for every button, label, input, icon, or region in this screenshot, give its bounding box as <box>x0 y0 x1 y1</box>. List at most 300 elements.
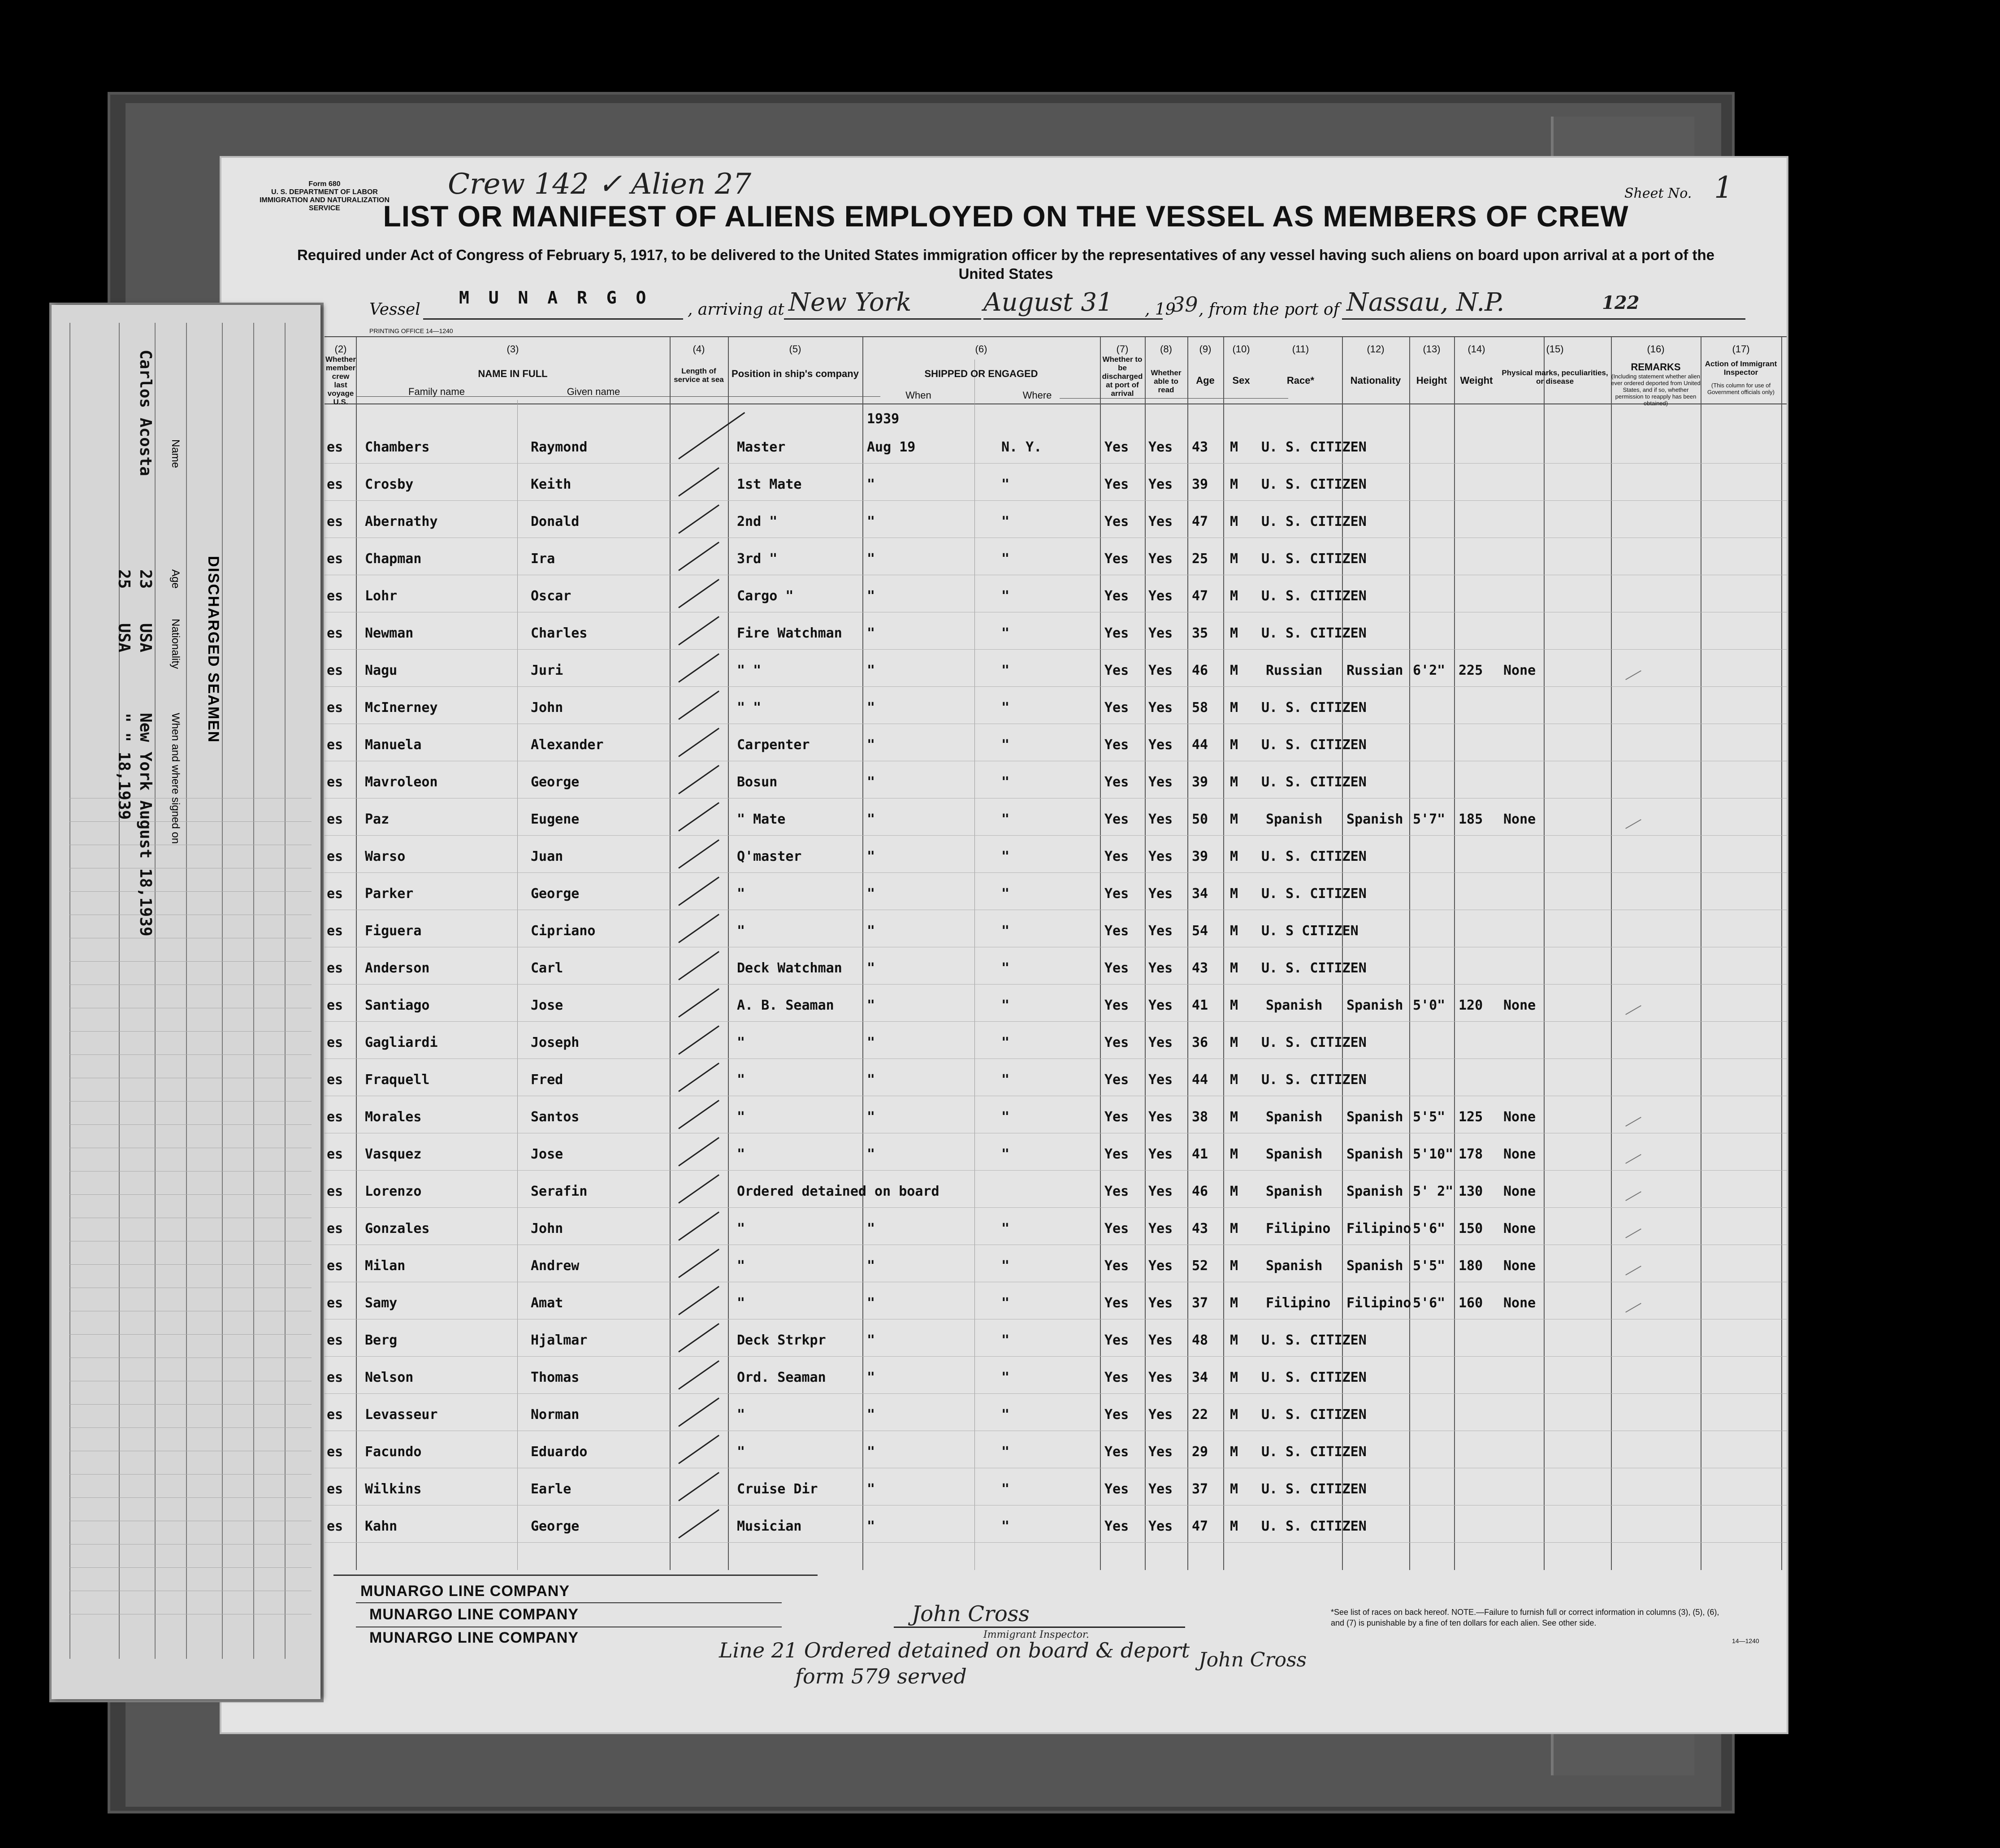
cell-c2: es <box>327 1518 343 1534</box>
cell-sex: M <box>1230 923 1238 939</box>
cell-nat: Russian <box>1346 663 1403 678</box>
sheet-no-label: Sheet No. <box>1624 186 1692 201</box>
row-line <box>325 1207 1788 1208</box>
cell-read: Yes <box>1148 1109 1173 1125</box>
remark-tick <box>1625 1228 1641 1238</box>
cell-read: Yes <box>1148 886 1173 902</box>
cell-disch: Yes <box>1104 923 1129 939</box>
colnum: (10) <box>1232 343 1250 355</box>
cell-c2: es <box>327 514 343 529</box>
cell-position: " <box>737 1444 745 1460</box>
cell-read: Yes <box>1148 700 1173 716</box>
cell-when: " <box>867 960 875 976</box>
slip-line <box>253 323 254 1659</box>
cell-weight: 178 <box>1459 1146 1483 1162</box>
from-port-label: , from the port of <box>1199 300 1339 319</box>
service-check-mark <box>678 1025 719 1055</box>
cell-sex: M <box>1230 1221 1238 1236</box>
cell-position: Deck Strkpr <box>737 1332 826 1348</box>
cell-c2: es <box>327 439 343 455</box>
cell-position: Cargo " <box>737 588 794 604</box>
cell-race: U. S. CITIZEN <box>1261 588 1367 604</box>
cell-disch: Yes <box>1104 998 1129 1013</box>
service-check-mark <box>678 839 719 869</box>
cell-c2: es <box>327 1035 343 1050</box>
cell-race: Spanish <box>1266 1109 1323 1125</box>
cell-age: 43 <box>1192 1221 1208 1236</box>
cell-where: " <box>1001 1035 1010 1050</box>
cell-sex: M <box>1230 1370 1238 1385</box>
cell-nat: Spanish <box>1346 1258 1403 1274</box>
cell-age: 46 <box>1192 663 1208 678</box>
company-stamp: MUNARGO LINE COMPANY <box>369 1606 579 1623</box>
cell-age: 34 <box>1192 1370 1208 1385</box>
remark-tick <box>1625 670 1641 680</box>
cell-where: N. Y. <box>1001 439 1042 455</box>
slip-line <box>186 323 187 1659</box>
cell-phys: None <box>1503 1295 1536 1311</box>
cell-age: 54 <box>1192 923 1208 939</box>
cell-family: Wilkins <box>365 1481 422 1497</box>
manifest-sheet <box>220 156 1788 1734</box>
cell-when: " <box>867 1258 875 1274</box>
cell-nat: Filipino <box>1346 1221 1411 1236</box>
cell-family: Chambers <box>365 439 430 455</box>
cell-read: Yes <box>1148 1518 1173 1534</box>
cell-where: " <box>1001 1332 1010 1348</box>
col-header-race: Race* <box>1286 375 1315 386</box>
arrival-year: 39 <box>1172 292 1198 317</box>
cell-disch: Yes <box>1104 1184 1129 1199</box>
cell-phys: None <box>1503 1221 1536 1236</box>
cell-read: Yes <box>1148 1370 1173 1385</box>
col-line <box>862 337 863 1570</box>
cell-sex: M <box>1230 663 1238 678</box>
cell-when: " <box>867 1109 875 1125</box>
cell-weight: 160 <box>1459 1295 1483 1311</box>
cell-family: Parker <box>365 886 414 902</box>
row-line <box>325 1170 1788 1171</box>
cell-disch: Yes <box>1104 1221 1129 1236</box>
cell-position: " " <box>737 700 762 716</box>
cell-height: 6'2" <box>1413 663 1446 678</box>
cell-age: 39 <box>1192 774 1208 790</box>
cell-sex: M <box>1230 1444 1238 1460</box>
remark-tick <box>1625 1266 1641 1275</box>
service-check-mark <box>678 579 719 608</box>
cell-c2: es <box>327 886 343 902</box>
cell-nat: Filipino <box>1346 1295 1411 1311</box>
cell-read: Yes <box>1148 1184 1173 1199</box>
cell-given: Donald <box>531 514 580 529</box>
cell-sex: M <box>1230 514 1238 529</box>
cell-position: 3rd " <box>737 551 778 567</box>
cell-read: Yes <box>1148 1221 1173 1236</box>
service-check-mark <box>678 1286 719 1315</box>
cell-family: Berg <box>365 1332 398 1348</box>
cell-disch: Yes <box>1104 737 1129 753</box>
year-note: 1939 <box>867 411 900 427</box>
cell-disch: Yes <box>1104 439 1129 455</box>
colnum: (2) <box>334 343 347 355</box>
cell-where: " <box>1001 588 1010 604</box>
cell-where: " <box>1001 1444 1010 1460</box>
inspector-line <box>894 1627 1185 1628</box>
cell-race: U. S. CITIZEN <box>1261 886 1367 902</box>
cell-when: " <box>867 588 875 604</box>
cell-sex: M <box>1230 1258 1238 1274</box>
cell-c2: es <box>327 849 343 864</box>
cell-sex: M <box>1230 1184 1238 1199</box>
cell-where: " <box>1001 700 1010 716</box>
cell-age: 50 <box>1192 811 1208 827</box>
cell-family: Crosby <box>365 477 414 492</box>
cell-read: Yes <box>1148 477 1173 492</box>
cell-race: U. S. CITIZEN <box>1261 1370 1367 1385</box>
cell-sex: M <box>1230 1407 1238 1423</box>
cell-disch: Yes <box>1104 477 1129 492</box>
cell-c2: es <box>327 1332 343 1348</box>
cell-family: Fraquell <box>365 1072 430 1088</box>
cell-c2: es <box>327 923 343 939</box>
cell-where: " <box>1001 811 1010 827</box>
row-line <box>325 463 1788 464</box>
cell-disch: Yes <box>1104 1072 1129 1088</box>
service-check-mark <box>678 914 719 943</box>
cell-read: Yes <box>1148 551 1173 567</box>
service-check-mark <box>678 1211 719 1241</box>
cell-given: George <box>531 774 580 790</box>
slip-row-line <box>69 821 312 822</box>
cell-family: Lorenzo <box>365 1184 422 1199</box>
service-check-mark <box>678 1509 719 1539</box>
service-check-mark <box>678 1100 719 1129</box>
cell-weight: 130 <box>1459 1184 1483 1199</box>
colnum: (6) <box>975 343 987 355</box>
service-check-mark <box>678 616 719 646</box>
print-code: 14—1240 <box>1732 1637 1759 1644</box>
cell-family: Warso <box>365 849 406 864</box>
discharged-seamen-slip <box>52 305 320 1699</box>
cell-sex: M <box>1230 588 1238 604</box>
cell-read: Yes <box>1148 514 1173 529</box>
port-underline <box>784 318 981 320</box>
colnum: (17) <box>1732 343 1750 355</box>
cell-family: Mavroleon <box>365 774 438 790</box>
cell-family: Chapman <box>365 551 422 567</box>
cell-disch: Yes <box>1104 1332 1129 1348</box>
service-check-mark <box>678 765 719 794</box>
service-check-mark <box>678 1397 719 1427</box>
col-header-physical: Physical marks, peculiarities, or disease <box>1502 369 1608 386</box>
col-line <box>670 337 671 1570</box>
cell-age: 46 <box>1192 1184 1208 1199</box>
cell-disch: Yes <box>1104 1444 1129 1460</box>
service-check-mark <box>678 1323 719 1353</box>
col-line <box>1544 337 1545 1570</box>
cell-given: Charles <box>531 625 588 641</box>
cell-position: Deck Watchman <box>737 960 842 976</box>
cell-weight: 150 <box>1459 1221 1483 1236</box>
cell-when: " <box>867 514 875 529</box>
cell-age: 29 <box>1192 1444 1208 1460</box>
cell-age: 35 <box>1192 625 1208 641</box>
col-line <box>1781 337 1782 1570</box>
col-header-nationality: Nationality <box>1350 375 1401 386</box>
cell-age: 34 <box>1192 886 1208 902</box>
slip-entry-name: Carlos Acosta <box>136 350 155 476</box>
cell-c2: es <box>327 551 343 567</box>
col-header-action-note: (This column for use of Government officials only) <box>1707 382 1775 395</box>
cell-where: " <box>1001 663 1010 678</box>
cell-sex: M <box>1230 477 1238 492</box>
cell-read: Yes <box>1148 1295 1173 1311</box>
cell-sex: M <box>1230 886 1238 902</box>
cell-race: U. S. CITIZEN <box>1261 1407 1367 1423</box>
col-header-family: Family name <box>408 386 465 397</box>
cell-where: " <box>1001 1221 1010 1236</box>
slip-row-line <box>69 1194 312 1195</box>
cell-family: Paz <box>365 811 390 827</box>
cell-height: 5'0" <box>1413 998 1446 1013</box>
row-line <box>325 1058 1788 1059</box>
cell-age: 41 <box>1192 998 1208 1013</box>
cell-sex: M <box>1230 1072 1238 1088</box>
cell-race: U. S. CITIZEN <box>1261 551 1367 567</box>
cell-family: Morales <box>365 1109 422 1125</box>
cell-where: " <box>1001 849 1010 864</box>
cell-when: " <box>867 1332 875 1348</box>
cell-read: Yes <box>1148 588 1173 604</box>
cell-given: Hjalmar <box>531 1332 588 1348</box>
cell-where: " <box>1001 1370 1010 1385</box>
col-header-where: Where <box>1022 390 1052 401</box>
cell-c2: es <box>327 1295 343 1311</box>
cell-given: Eduardo <box>531 1444 588 1460</box>
slip-line <box>222 323 223 1659</box>
remark-tick <box>1625 1191 1641 1201</box>
cell-race: Spanish <box>1266 1258 1323 1274</box>
slip-row-line <box>69 1334 312 1335</box>
cell-read: Yes <box>1148 737 1173 753</box>
cell-height: 5' 2" <box>1413 1184 1454 1199</box>
cell-c2: es <box>327 1184 343 1199</box>
col-header-position: Position in ship's company <box>732 368 859 379</box>
cell-age: 25 <box>1192 551 1208 567</box>
slip-line <box>285 323 286 1659</box>
cell-race: U. S. CITIZEN <box>1261 625 1367 641</box>
slip-row-line <box>69 1404 312 1405</box>
slip-line <box>155 323 156 1659</box>
cell-read: Yes <box>1148 998 1173 1013</box>
header-bottom-rule <box>325 403 1788 404</box>
slip-row-line <box>69 1567 312 1568</box>
cell-family: Gonzales <box>365 1221 430 1236</box>
cell-position: " <box>737 1109 745 1125</box>
cell-when: " <box>867 849 875 864</box>
cell-nat: Spanish <box>1346 1184 1403 1199</box>
cell-disch: Yes <box>1104 1481 1129 1497</box>
cell-disch: Yes <box>1104 1258 1129 1274</box>
cell-given: Earle <box>531 1481 571 1497</box>
slip-entry-age: 23 <box>136 569 155 589</box>
year-prefix: , 19 <box>1145 300 1176 319</box>
cell-position: Fire Watchman <box>737 625 842 641</box>
service-check-mark <box>678 1174 719 1204</box>
cell-family: Newman <box>365 625 414 641</box>
cell-weight: 225 <box>1459 663 1483 678</box>
remark-tick <box>1625 1154 1641 1164</box>
cell-phys: None <box>1503 811 1536 827</box>
cell-disch: Yes <box>1104 700 1129 716</box>
cell-when: " <box>867 1444 875 1460</box>
cell-age: 22 <box>1192 1407 1208 1423</box>
cell-race: Filipino <box>1266 1221 1331 1236</box>
col-header-remarks: REMARKS <box>1631 361 1681 373</box>
row-line <box>325 1393 1788 1394</box>
cell-where: " <box>1001 1258 1010 1274</box>
cell-given: Eugene <box>531 811 580 827</box>
cell-phys: None <box>1503 1146 1536 1162</box>
colnum: (4) <box>693 343 705 355</box>
cell-where: " <box>1001 1109 1010 1125</box>
slip-row-line <box>69 1497 312 1498</box>
cell-position: 1st Mate <box>737 477 802 492</box>
cell-disch: Yes <box>1104 886 1129 902</box>
col-header-discharged: Whether to be discharged at port of arrival <box>1102 355 1143 398</box>
arriving-label: , arriving at <box>688 300 784 319</box>
cell-c2: es <box>327 663 343 678</box>
cell-family: Manuela <box>365 737 422 753</box>
cell-c2: es <box>327 1258 343 1274</box>
col-line <box>974 360 975 1570</box>
cell-c2: es <box>327 1407 343 1423</box>
cell-when: " <box>867 700 875 716</box>
cell-when: " <box>867 811 875 827</box>
cell-c2: es <box>327 1444 343 1460</box>
cell-given: George <box>531 886 580 902</box>
service-check-mark <box>678 1137 719 1167</box>
cell-given: Ira <box>531 551 555 567</box>
cell-where: " <box>1001 960 1010 976</box>
cell-sex: M <box>1230 1332 1238 1348</box>
cell-c2: es <box>327 811 343 827</box>
cell-disch: Yes <box>1104 960 1129 976</box>
cell-disch: Yes <box>1104 514 1129 529</box>
remark-tick <box>1625 1303 1641 1313</box>
cell-age: 36 <box>1192 1035 1208 1050</box>
col-line <box>728 337 729 1570</box>
slip-title: DISCHARGED SEAMEN <box>205 556 222 743</box>
cell-c2: es <box>327 998 343 1013</box>
col-line <box>1454 337 1455 1570</box>
row-line <box>325 1542 1788 1543</box>
cell-position: " <box>737 1407 745 1423</box>
cell-family: Nagu <box>365 663 398 678</box>
col-header-when: When <box>905 390 931 401</box>
cell-where: " <box>1001 923 1010 939</box>
cell-when: " <box>867 477 875 492</box>
cell-c2: es <box>327 737 343 753</box>
cell-age: 47 <box>1192 514 1208 529</box>
service-check-mark <box>678 467 719 497</box>
col-header-age: Age <box>1196 375 1215 386</box>
slip-row-line <box>69 1427 312 1428</box>
row-line <box>325 835 1788 836</box>
cell-family: Samy <box>365 1295 398 1311</box>
cell-position: Musician <box>737 1518 802 1534</box>
cell-height: 5'10" <box>1413 1146 1454 1162</box>
footnote: *See list of races on back hereof. NOTE.—Failure to furnish full or correct information in columns (3), (5), (6), and (7) is punishable by a fine of ten dollars for each alien. See other side. <box>1331 1608 1719 1627</box>
slip-entry-where: New York August 18,1939 <box>136 713 155 937</box>
cell-c2: es <box>327 1072 343 1088</box>
cell-position: " <box>737 1295 745 1311</box>
cell-c2: es <box>327 588 343 604</box>
col-header-action: Action of Immigrant Inspector <box>1705 360 1777 377</box>
cell-when: " <box>867 1035 875 1050</box>
cell-disch: Yes <box>1104 551 1129 567</box>
cell-height: 5'7" <box>1413 811 1446 827</box>
cell-weight: 185 <box>1459 811 1483 827</box>
sheet-no-value: 1 <box>1714 170 1733 205</box>
cell-when: " <box>867 1518 875 1534</box>
cell-position: Cruise Dir <box>737 1481 818 1497</box>
cell-age: 39 <box>1192 477 1208 492</box>
cell-given: Fred <box>531 1072 563 1088</box>
cell-phys: None <box>1503 1109 1536 1125</box>
service-check-mark <box>678 542 719 571</box>
cell-given: Raymond <box>531 439 588 455</box>
cell-race: U. S. CITIZEN <box>1261 439 1367 455</box>
col-header-read: Whether able to read <box>1151 369 1182 394</box>
colnum: (11) <box>1292 343 1309 355</box>
cell-when: " <box>867 551 875 567</box>
cell-where: " <box>1001 998 1010 1013</box>
cell-when: Aug 19 <box>867 439 916 455</box>
cell-position: " <box>737 1258 745 1274</box>
cell-given: Alexander <box>531 737 604 753</box>
service-check-mark <box>678 951 719 980</box>
col-header-weight: Weight <box>1460 375 1493 386</box>
colnum: (13) <box>1423 343 1441 355</box>
row-line <box>325 649 1788 650</box>
cell-position: " " <box>737 663 762 678</box>
cell-height: 5'6" <box>1413 1295 1446 1311</box>
vessel-label: Vessel <box>369 300 420 319</box>
cell-when: " <box>867 1481 875 1497</box>
inspector-signature: John Cross <box>912 1601 1030 1627</box>
cell-race: U. S. CITIZEN <box>1261 477 1367 492</box>
cell-c2: es <box>327 1370 343 1385</box>
cell-race: U. S. CITIZEN <box>1261 514 1367 529</box>
cell-weight: 120 <box>1459 998 1483 1013</box>
col-header-name: NAME IN FULL <box>478 368 548 379</box>
slip-entry-nationality: USA <box>136 623 155 653</box>
service-check-mark <box>678 1249 719 1278</box>
cell-read: Yes <box>1148 923 1173 939</box>
cell-disch: Yes <box>1104 1518 1129 1534</box>
col-line <box>1409 337 1410 1570</box>
cell-disch: Yes <box>1104 1109 1129 1125</box>
cell-when: " <box>867 1295 875 1311</box>
cell-age: 43 <box>1192 439 1208 455</box>
cell-age: 44 <box>1192 1072 1208 1088</box>
cell-given: Cipriano <box>531 923 596 939</box>
cell-c2: es <box>327 625 343 641</box>
cell-position: Ord. Seaman <box>737 1370 826 1385</box>
signature-rule <box>333 1575 818 1576</box>
slip-row-line <box>69 1054 312 1055</box>
